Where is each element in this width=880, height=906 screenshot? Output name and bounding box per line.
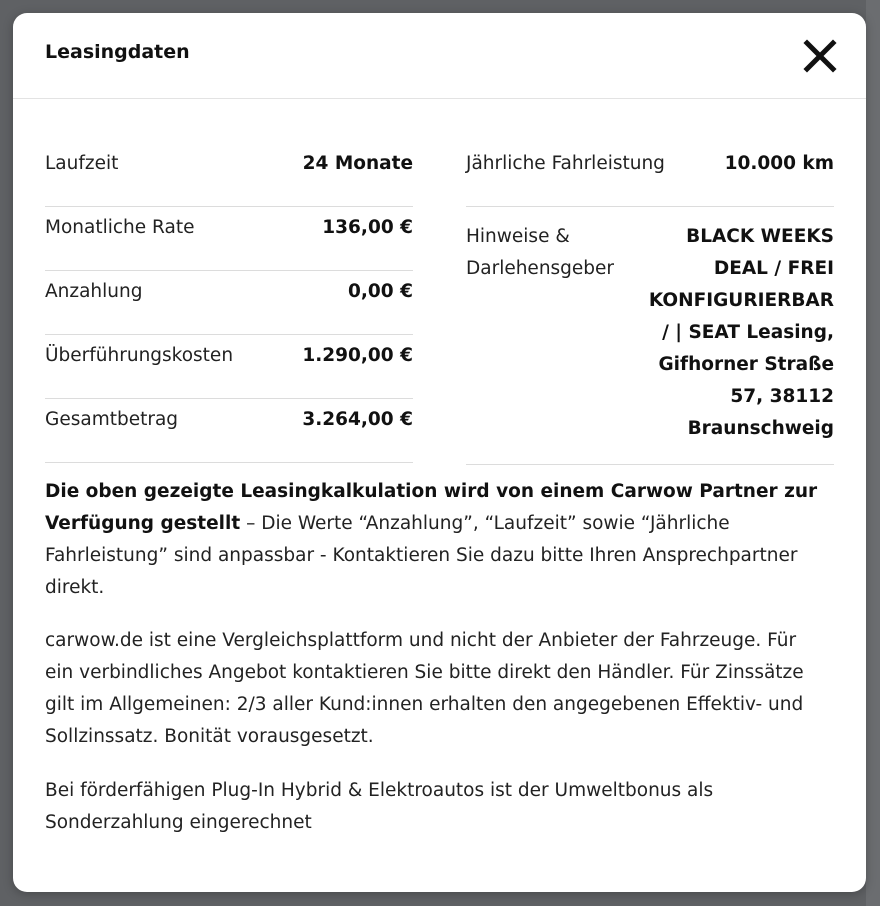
row-jaehrliche-fahrleistung [466,143,834,207]
row-value: 24 Monate [302,153,413,174]
leasing-details [45,143,834,473]
modal-header [13,13,866,99]
row-value: BLACK WEEKS DEAL / FREI KONFIGURIERBAR / | SEAT Leasing, Gifhorner Straße 57, 38112 Braunschweig [648,226,834,439]
background-page [866,0,880,906]
row-hinweise-darlehensgeber [466,207,834,465]
disclaimer-text [45,476,826,604]
close-button[interactable] [802,38,838,74]
row-label: Jährliche Fahrleistung [466,153,665,174]
row-label: Gesamtbetrag [45,409,179,430]
leasing-modal [13,13,866,892]
row-label: Laufzeit [45,153,119,174]
row-label: Monatliche Rate [45,217,195,238]
modal-title: Leasingdaten [45,41,190,63]
bonus-text: Bei förderfähigen Plug-In Hybrid & Elektroautos ist der Umweltbonus als Sonderzahlung eingerechnet [45,780,714,833]
row-value: 1.290,00 € [302,345,413,366]
row-label: Anzahlung [45,281,143,302]
row-value: 136,00 € [322,217,413,238]
info-text: carwow.de ist eine Vergleichsplattform und nicht der Anbieter der Fahrzeuge. Für ein verbindliches Angebot kontaktieren Sie bitte direkt den Händler. Für Zinssätze gilt im Allgemeinen: 2/3 aller Kund:innen erhalten den angegebenen Effektiv- und Sollzinssatz. Bonität vorausgesetzt. [45,630,804,747]
disclaimer-rest: – Die Werte “Anzahlung”, “Laufzeit” sowie “Jährliche Fahrleistung” sind anpassbar - Kontaktieren Sie dazu bitte Ihren Ansprechpartner direkt. [45,513,798,598]
row-value: 10.000 km [724,153,834,174]
row-label: Hinweise & Darlehensgeber [466,226,615,279]
row-laufzeit [45,143,413,207]
row-label: Überführungskosten [45,345,234,366]
row-ueberfuehrungskosten [45,335,413,399]
row-gesamtbetrag [45,399,413,463]
row-monatliche-rate [45,207,413,271]
close-icon [802,38,838,74]
row-value: 3.264,00 € [302,409,413,430]
row-anzahlung [45,271,413,335]
disclaimer-bold: Die oben gezeigte Leasingkalkulation wird von einem Carwow Partner zur Verfügung gestellt [45,481,818,534]
row-value: 0,00 € [348,281,413,302]
left-column [45,143,413,463]
right-column [466,143,834,465]
